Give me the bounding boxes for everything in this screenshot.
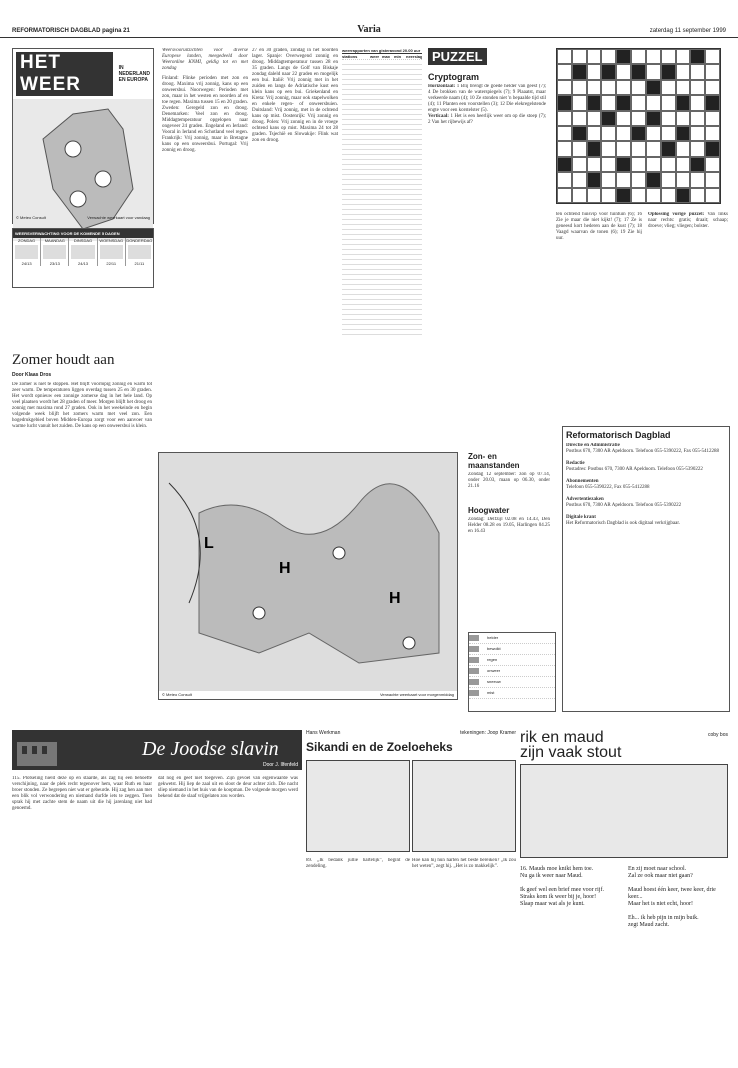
table-rows — [342, 60, 422, 335]
colophon-body: Directie en Administratie Postbus 670, 7300 AR Apeldoorn. Telefoon 055-5390222, Fax 055-5412288 Redactie Postadres: Postbus 670, 7300 AR Apeldoorn. Telefoon 055-5390222 Abonnementen Telefoon 055-5390222, Fax 055-5412288 Advertentiezaken Postbus 670, 7300 AR Apeldoorn. Telefoon 055-5390222 Digitale krant Het Reformatorisch Dagblad is ook digitaal verkrijgbaar. — [566, 443, 720, 526]
table-header: stations weer max min neerslag — [342, 54, 422, 59]
puzzle-clues: Horizontaal: 1 Blij brengt de goede helder van geest (7); 4 De brokken van de waterspiegels (7); 9 Plaaatst, maar verkeerde naam (4); 10 Ze stonden niet 'n bepaalde tijd stil (4); 11 Planten een voorstellen (3); 12 Die elekregelstende engte voor een korstelster (5). Verticaal: 1 Het is een heerlijk weer om op die stoep (7); 2 Van het rijbewijs af? — [428, 84, 546, 125]
forecast-day: DINSDAG 24/13 — [69, 238, 97, 266]
weather-table — [342, 48, 422, 348]
sun-icon — [253, 607, 265, 619]
europe-credit: © Meteo Consult — [162, 692, 192, 697]
comic1-text-2: Hoe kan hij hun harten het beste bereiken? „Ik zou het weten”, zegt hij. „Het is zo makkelijk”. — [412, 858, 516, 869]
weather-icon — [128, 245, 151, 259]
puzzle-title: PUZZEL — [428, 48, 487, 65]
serial-title: De Joodse slavin — [142, 738, 279, 760]
weather-logo — [13, 49, 153, 99]
comic2-text-1: 16. Mauds moe knikt hem toe. Nu ga ik weer naar Maud. Ik geef wel een brief mee voor rijf. Straks kom ik weer bij je, hoor! Slaap maar wat als je kunt. — [520, 866, 604, 907]
map-credit: © Meteo Consult — [16, 215, 46, 220]
article-byline: Door Klaas Dros — [12, 372, 52, 378]
weather-panel — [12, 48, 154, 224]
tide-title: Hoogwater — [468, 506, 510, 515]
weather-icon — [71, 245, 94, 259]
comic2-credit: coby bos — [707, 732, 728, 738]
sun-icon — [95, 171, 111, 187]
weather-logo-sub: IN NEDERLAND EN EUROPA — [118, 65, 150, 83]
sun-tide-panel — [468, 452, 550, 632]
storm-icon — [469, 668, 479, 674]
puzzle-more-clues: ten ochtend huisvip voor tuintuin (6); 16 Zie je maar die niet kijkt! (7); 17 Ze is geneesd kort hederen aan de kust (7); 18 Vaagd waarvan de tonen (6); 19 Zie hij uur. — [556, 212, 642, 241]
sun-icon — [333, 547, 345, 559]
article-body: De zomer is niet te stoppen. Het blijft voorlopig zonnig en warm tot zeer warm. De temperaturen liggen overdag tussen 25 en 30 graden. Het wordt opnieuw een zonnige zomerse dag in het hele land. Op veel plaatsen wordt het 28 graden of meer. Morgen blijft het droog en zonnig met maxima rond 27 graden. Ook in het weekeinde en begin volgende week blijft het zomers warm met veel zon. Een hogedrukgebied boven Midden-Europa zorgt voor een aanvoer van warme lucht vanuit het zuiden. De kans op een onweersbui is klein. — [12, 382, 152, 429]
comic2-panel — [520, 764, 728, 858]
comic1-title: Sikandi en de Zoeloeheks — [306, 740, 453, 754]
low-pressure-icon: L — [204, 535, 214, 552]
forecast-day: ZONDAG 24/13 — [13, 238, 41, 266]
sun-icon — [70, 191, 86, 207]
previous-solution: Oplossing vorige puzzel: Van links naar rechts: gratis; draait; schaap; droeve; vlieg; vliegen; bolster. — [648, 212, 728, 229]
comic1-credit: tekeningen: Joop Kramer — [460, 730, 516, 736]
sun-text: Zondag 12 september: zon op 07.14, onder 20.03, maan op 06.30, onder 21.16 — [468, 472, 550, 489]
forecast-day: DONDERDAG 21/11 — [126, 238, 153, 266]
forecast-panel — [12, 228, 154, 288]
comic1-author: Hans Werkman — [306, 730, 341, 736]
article-headline: Zomer houdt aan — [12, 352, 115, 368]
comic2-title: rik en maud zijn vaak stout — [520, 729, 622, 761]
colophon — [562, 426, 730, 712]
crossword-grid[interactable] — [556, 48, 721, 204]
weather-icon — [100, 245, 123, 259]
sun-icon — [65, 141, 81, 157]
tide-text: Zondag: Delfzijl 02.08 en 14.43, Den Helder 08.28 en 19.05, Harlingen 04.25 en 16.43 — [468, 517, 550, 534]
sun-title: Zon- en maanstanden — [468, 452, 520, 470]
comic2-text-2: En zij moet naar school. Zal ze ook maar niet gaan? Maud hoest één keer, twee keer, drie keer... Maar het is niet echt, hoor! Eh... ik heb pijn in mijn buik. zegt Maud zacht. — [628, 866, 716, 928]
serial-col-2: dat nog en geef niet toegeven. Zijn gevoel van eigenwaarde was gekwetst. Hij liep de zaal uit en sloot de deur achter zich. Die nacht sliep niemand in het huis van de koopman. De volgende morgen werd bekend dat de slaaf vrijgelaten zou worden. — [158, 776, 298, 799]
map-legend: helder bewolkt regen onweer sneeuw mist — [468, 632, 556, 712]
sun-icon — [469, 635, 479, 641]
table-title: weerrapporten van gisteravond 20.00 uur — [342, 48, 421, 53]
puzzle-section — [428, 48, 728, 228]
comic1-text-1: 89. „Ik bedank jullie hartelijk”, begint de zendeling. — [306, 858, 410, 869]
forecast-title: WEERSVERWACHTING VOOR DE KOMENDE 5 DAGEN — [13, 229, 153, 238]
newspaper-name: REFORMATORISCH DAGBLAD pagina 21 — [12, 28, 130, 34]
rain-icon — [469, 657, 479, 663]
serial-col-1: 115. Plotseling hield deze op en staarde, als zag hij een behoefte verschijning, naar de plek recht tegenover hem, waar Ruth en haar broer stonden. Ze begrepen niet wat er gebeurde. Hij zag hen aan met een blik vol verwondering en niemand durfde iets te zeggen. Toen sprak hij met zachte stem de naam uit die hij jarenlang niet had genoemd. — [12, 776, 152, 811]
comic-panel — [306, 760, 410, 852]
forecast-day: MAANDAG 23/13 — [41, 238, 69, 266]
weather-column-1: Weersvooruitzichten voor diverse Europese landen, meegedeeld door Weeronline KNMI, geldig tot en met zondag Finland: Flinke perioden met zon en droog. Maxima vrij zonnig, kans op een onweersbui. Noorwegen: Perioden met zon, maar in het westen en noorden af en toe regen. Maxima tussen 15 en 20 graden. Zweden: Geregeld zon en droog. Denemarken: Veel zon en droog. Middagtemperatuur opgelopen naar ongeveer 24 graden. Engeland en Ierland: Vooral in Ierland en Schotland veel regen. Frankrijk: Vrij zonnig, maar in Bretagne kans op een onweersbui. Portugal: Vrij zonnig en droog. — [162, 48, 248, 153]
map-caption: Verwachte weerkaart voor vandaag — [87, 215, 150, 220]
colosseum-icon — [12, 730, 62, 770]
europe-weather-map — [158, 452, 458, 700]
puzzle-subtitle: Cryptogram — [428, 72, 480, 82]
weather-logo-text: HET WEER — [16, 52, 113, 96]
sun-icon — [403, 637, 415, 649]
issue-date: zaterdag 11 september 1999 — [649, 28, 726, 34]
high-pressure-icon: H — [279, 560, 291, 577]
cloud-icon — [469, 646, 479, 652]
europe-map-svg — [159, 453, 457, 691]
comic-panel — [412, 760, 516, 852]
colophon-title: Reformatorisch Dagblad — [566, 430, 671, 440]
page-header — [0, 0, 738, 38]
high-pressure-icon: H — [389, 590, 401, 607]
forecast-day: WOENSDAG 22/11 — [98, 238, 126, 266]
weather-column-2: 27 en 30 graden, zondag in het noorden lager. Spanje: Overwegend zonnig en droog. Middagtemperatuur tussen 28 en 35 graden. Langs de Golf van Biskaje zondag daleld naar 22 graden en mogelijk een bui. Italië: Vrij zonnig met in het zuiden en langs de Adriatische kust een klein kans op een bui. Griekenland en Kreta: Vrij zonnig, maar ook stapelwolken en enkele regen- of onweersbuien. Duitsland: Vrij zonnig, met in de ochtend kans op mist. Oostenrijk: Vrij zonnig en droog. Polen: Vrij zonnig en in de vroege ochtend kans op mist. Maxima 24 tot 28 graden. Tsjechië en Slowakije: Flink wat zon en droog. — [252, 48, 338, 143]
weather-icon — [15, 245, 38, 259]
snow-icon — [469, 679, 479, 685]
section-title: Varia — [357, 24, 381, 35]
serial-author: Door J. Ilfenfeld — [262, 762, 298, 768]
weather-icon — [43, 245, 66, 259]
serial-banner — [12, 730, 302, 770]
forecast-days — [13, 238, 153, 266]
europe-caption: Verwachte weerkaart voor morgenmiddag — [379, 692, 454, 697]
fog-icon — [469, 690, 479, 696]
